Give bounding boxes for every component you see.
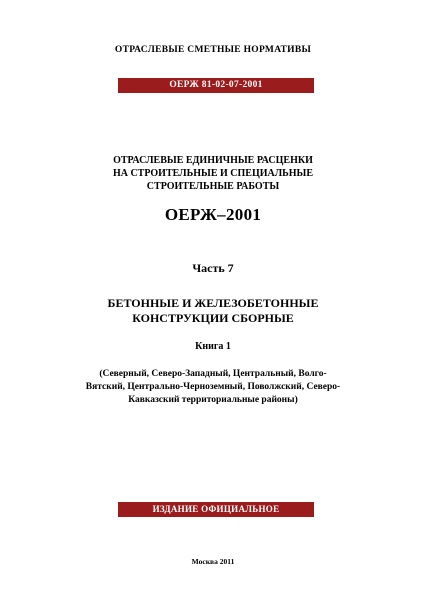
section-title <box>0 296 426 326</box>
document-subtitle <box>0 154 426 193</box>
regions-line-2: Вятский, Центрально-Черноземный, Поволжский, Северо- <box>85 382 341 392</box>
subtitle-line-2: НА СТРОИТЕЛЬНЫЕ И СПЕЦИАЛЬНЫЕ <box>112 168 314 179</box>
header-title: ОТРАСЛЕВЫЕ СМЕТНЫЕ НОРМАТИВЫ <box>114 45 312 55</box>
section-line-2: КОНСТРУКЦИИ СБОРНЫЕ <box>132 311 294 325</box>
city-year: Москва 2011 <box>191 557 235 566</box>
official-edition-banner: ИЗДАНИЕ ОФИЦИАЛЬНОЕ <box>118 502 314 517</box>
regions-line-3: Кавказский территориальные районы) <box>128 395 298 405</box>
section-line-1: БЕТОННЫЕ И ЖЕЛЕЗОБЕТОННЫЕ <box>107 296 319 310</box>
regions-note <box>0 368 426 407</box>
document-code-banner: ОЕРЖ 81-02-07-2001 <box>118 78 314 93</box>
part-label: Часть 7 <box>192 261 234 275</box>
book-label: Книга 1 <box>195 341 231 352</box>
main-title: ОЕРЖ–2001 <box>164 205 262 224</box>
subtitle-line-1: ОТРАСЛЕВЫЕ ЕДИНИЧНЫЕ РАСЦЕНКИ <box>113 155 313 166</box>
subtitle-line-3: СТРОИТЕЛЬНЫЕ РАБОТЫ <box>146 181 280 192</box>
regions-line-1: (Северный, Северо-Западный, Центральный, Волго- <box>99 369 327 379</box>
